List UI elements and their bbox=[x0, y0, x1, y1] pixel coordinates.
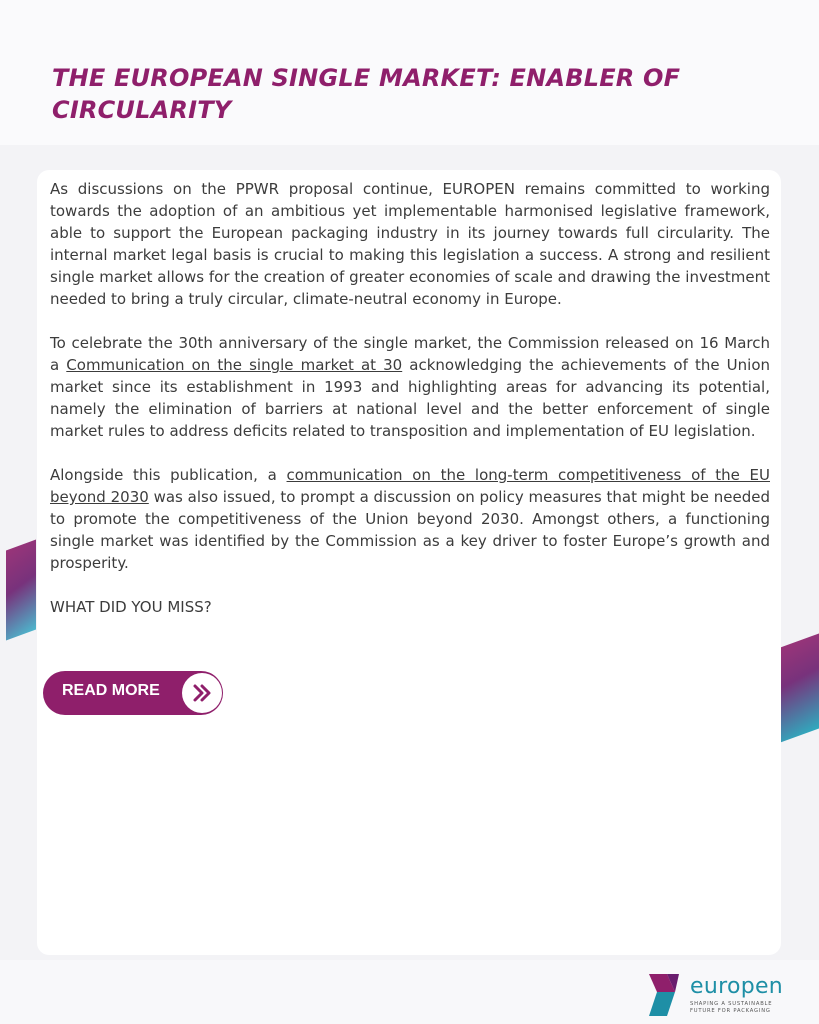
paragraph-competitiveness bbox=[50, 464, 770, 574]
europen-logo bbox=[645, 972, 795, 1018]
decorative-ribbon-right bbox=[781, 633, 819, 743]
page-title: THE EUROPEAN SINGLE MARKET: ENABLER OF CIRCULARITY bbox=[52, 64, 681, 124]
text-segment: was also issued, to prompt a discussion on policy measures that might be needed to promote the competitiveness of the Union beyond 2030. Amongst others, a functioning single market was identified by the Commission as a key driver to foster Europe’s growth and prosperity. bbox=[50, 488, 770, 572]
text-segment: Alongside this publication, a bbox=[50, 466, 287, 484]
text-segment: acknowledging the achievements of the Union market since its establishment in 1993 and highlighting areas for advancing its potential, namely the elimination of barriers at national level and the better enforcement of single market rules to address deficits related to transposition and implementation of EU legislation. bbox=[50, 356, 771, 440]
read-more-button[interactable] bbox=[43, 671, 223, 715]
article-body bbox=[50, 178, 770, 640]
text-segment: To celebrate the 30th anniversary of the single market, the Commission released on 16 March a bbox=[50, 334, 770, 374]
double-chevron-right-icon bbox=[192, 683, 212, 703]
logo-tagline: SHAPING A SUSTAINABLE FUTURE FOR PACKAGING bbox=[690, 1001, 773, 1014]
paragraph-single-market bbox=[50, 332, 770, 442]
read-more-icon-circle bbox=[182, 673, 222, 713]
what-did-you-miss-label: WHAT DID YOU MISS? bbox=[50, 598, 212, 616]
europen-logo-mark-icon bbox=[645, 972, 685, 1018]
paragraph-intro: As discussions on the PPWR proposal continue, EUROPEN remains committed to working towards the adoption of an ambitious yet implementable harmonised legislative framework, able to support the European packaging industry in its journey towards full circularity. The internal market legal basis is crucial to making this legislation a success. A strong and resilient single market allows for the creation of greater economies of scale and drawing the investment needed to bring a truly circular, climate-neutral economy in Europe. bbox=[50, 180, 770, 308]
competitiveness-communication-link[interactable]: communication on the long-term competitiveness of the EU beyond 2030 bbox=[50, 466, 770, 506]
logo-wordmark: europen bbox=[690, 974, 784, 999]
single-market-communication-link[interactable]: Communication on the single market at 30 bbox=[66, 356, 403, 374]
decorative-ribbon-left bbox=[6, 540, 36, 641]
read-more-label: READ MORE bbox=[62, 682, 160, 699]
